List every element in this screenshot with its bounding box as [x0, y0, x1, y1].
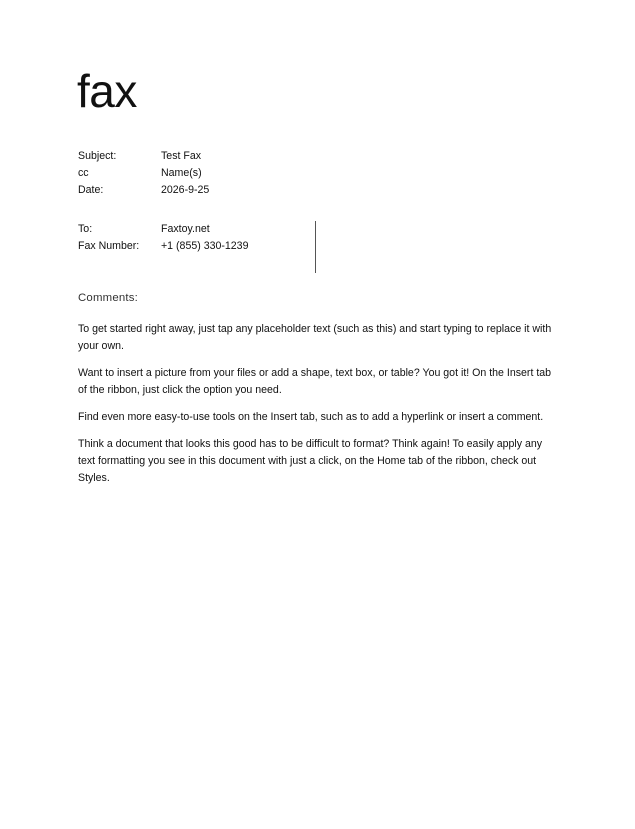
cc-value[interactable]: Name(s) [161, 167, 202, 179]
subject-value[interactable]: Test Fax [161, 150, 202, 162]
cc-label: cc [78, 167, 89, 179]
comment-paragraph-2[interactable]: Want to insert a picture from your files or add a shape, text box, or table? You got it! On the Insert tab of the ribbon, just click the option you need. [78, 367, 552, 396]
to-value[interactable]: Faxtoy.net [161, 223, 210, 235]
comments-heading: Comments: [78, 292, 139, 304]
subject-label: Subject: [78, 150, 117, 162]
cc-row [78, 165, 209, 182]
date-row [78, 182, 209, 199]
fax-number-label: Fax Number: [78, 240, 140, 252]
to-label: To: [78, 223, 93, 235]
document-title: fax [77, 65, 137, 117]
to-row [78, 221, 248, 238]
header-fields-top [78, 148, 209, 199]
vertical-divider [315, 221, 316, 273]
comment-paragraph-4[interactable]: Think a document that looks this good has to be difficult to format? Think again! To easily apply any text formatting you see in this document with just a click, on the Home tab of the ribbon, check out Styles. [78, 438, 543, 484]
date-label: Date: [78, 184, 104, 196]
subject-row [78, 148, 209, 165]
date-value[interactable]: 2026-9-25 [161, 184, 210, 196]
header-fields-bottom [78, 221, 248, 255]
fax-number-row [78, 238, 248, 255]
fax-number-value[interactable]: +1 (855) 330-1239 [161, 240, 249, 252]
comment-paragraph-3[interactable]: Find even more easy-to-use tools on the Insert tab, such as to add a hyperlink or insert a comment. [78, 411, 544, 423]
comments-body [78, 321, 558, 497]
comment-paragraph-1[interactable]: To get started right away, just tap any placeholder text (such as this) and start typing to replace it with your own. [78, 323, 552, 352]
